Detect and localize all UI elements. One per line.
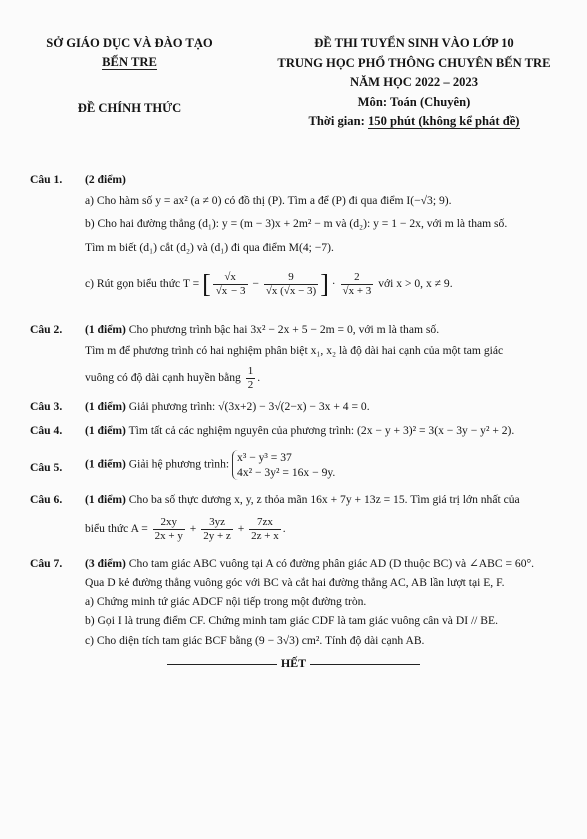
q1-part-a: a) Cho hàm số y = ax² (a ≠ 0) có đồ thị (P). Tìm a để (P) đi qua điểm I(−√3; 9).	[85, 194, 452, 207]
q7-line1: (3 điểm) Cho tam giác ABC vuông tại A có đường phân giác AD (D thuộc BC) và ∠ABC = 60°.	[85, 557, 535, 570]
q7-part-a: a) Chứng minh tứ giác ADCF nội tiếp trong một đường tròn.	[85, 595, 367, 608]
q1-points: (2 điểm)	[85, 173, 126, 186]
header-right	[255, 34, 573, 132]
subject: Môn: Toán (Chuyên)	[357, 94, 471, 109]
q3-number: Câu 3.	[30, 400, 63, 413]
q2-line1: (1 điểm) Cho phương trình bậc hai 3x² − 2x + 5 − 2m = 0, với m là tham số.	[85, 323, 440, 336]
q6-line2: biểu thức A = $\frac{2xy}{2x + y}$ + $\frac{3yz}{2y + z}$ + $\frac{7zx}{2z + x}$ .	[85, 516, 286, 542]
q5-number: Câu 5.	[30, 461, 63, 474]
q2-number: Câu 2.	[30, 323, 63, 336]
q1-part-b-line2: Tìm m biết (d₁) cắt (d₂) và (d₁) đi qua điểm M(4; −7).	[85, 241, 334, 254]
q2-line2: Tìm m để phương trình có hai nghiệm phân biệt x₁, x₂ là độ dài hai cạnh của một tam giác	[85, 344, 504, 357]
q6-line1: (1 điểm) Cho ba số thực dương x, y, z thỏa mãn 16x + 7y + 13z = 15. Tìm giá trị lớn nhất của	[85, 493, 520, 506]
q1-part-b-line1: b) Cho hai đường thẳng (d₁): y = (m − 3)x + 2m² − m và (d₂): y = 1 − 2x, với m là tham số.	[85, 217, 508, 230]
q5-text: (1 điểm) Giải hệ phương trình: x³ − y³ = 37 4x² − 3y² = 16x − 9y.	[85, 451, 336, 479]
q3-text: (1 điểm) Giải phương trình: √(3x+2) − 3√(2−x) − 3x + 4 = 0.	[85, 400, 370, 413]
q1-part-c: c) Rút gọn biểu thức T = [ $\frac{√x}{√x - 3}$ − $\frac{9}{√x (√x - 3)}$ ] · $\frac{2}{√x + 3}$ với x > 0, x ≠ 9.	[85, 269, 453, 299]
official-label: ĐỀ CHÍNH THỨC	[77, 101, 182, 115]
header-left	[22, 34, 237, 118]
q2-line3: vuông có độ dài cạnh huyền bằng $\frac{1}{2}$ .	[85, 365, 261, 391]
q7-part-c: c) Cho diện tích tam giác BCF bằng (9 − 3√3) cm². Tính độ dài cạnh AB.	[85, 634, 425, 647]
q5-system: x³ − y³ = 37 4x² − 3y² = 16x − 9y.	[232, 450, 335, 480]
end-marker: HẾT	[0, 656, 587, 671]
q4-text: (1 điểm) Tìm tất cả các nghiệm nguyên của phương trình: (2x − y + 3)² = 3(x − 3y − y² + 2).	[85, 424, 515, 437]
q7-line2: Qua D kẻ đường thẳng vuông góc với BC và cắt hai đường thẳng AC, AB lần lượt tại E, F.	[85, 576, 505, 589]
school-year: NĂM HỌC 2022 – 2023	[349, 75, 479, 89]
q6-number: Câu 6.	[30, 493, 63, 506]
school-name: TRUNG HỌC PHỔ THÔNG CHUYÊN BẾN TRE	[277, 55, 551, 70]
q7-part-b: b) Gọi I là trung điểm CF. Chứng minh tam giác CDF là tam giác vuông cân và DI // BE.	[85, 614, 499, 627]
q7-number: Câu 7.	[30, 557, 63, 570]
province: BẾN TRE	[102, 55, 157, 69]
q4-number: Câu 4.	[30, 424, 63, 437]
q1-number: Câu 1.	[30, 173, 63, 186]
department: SỞ GIÁO DỤC VÀ ĐÀO TẠO	[46, 36, 213, 50]
time-limit: Thời gian: 150 phút (không kể phát đề)	[308, 114, 520, 128]
exam-title: ĐỀ THI TUYỂN SINH VÀO LỚP 10	[314, 36, 514, 50]
